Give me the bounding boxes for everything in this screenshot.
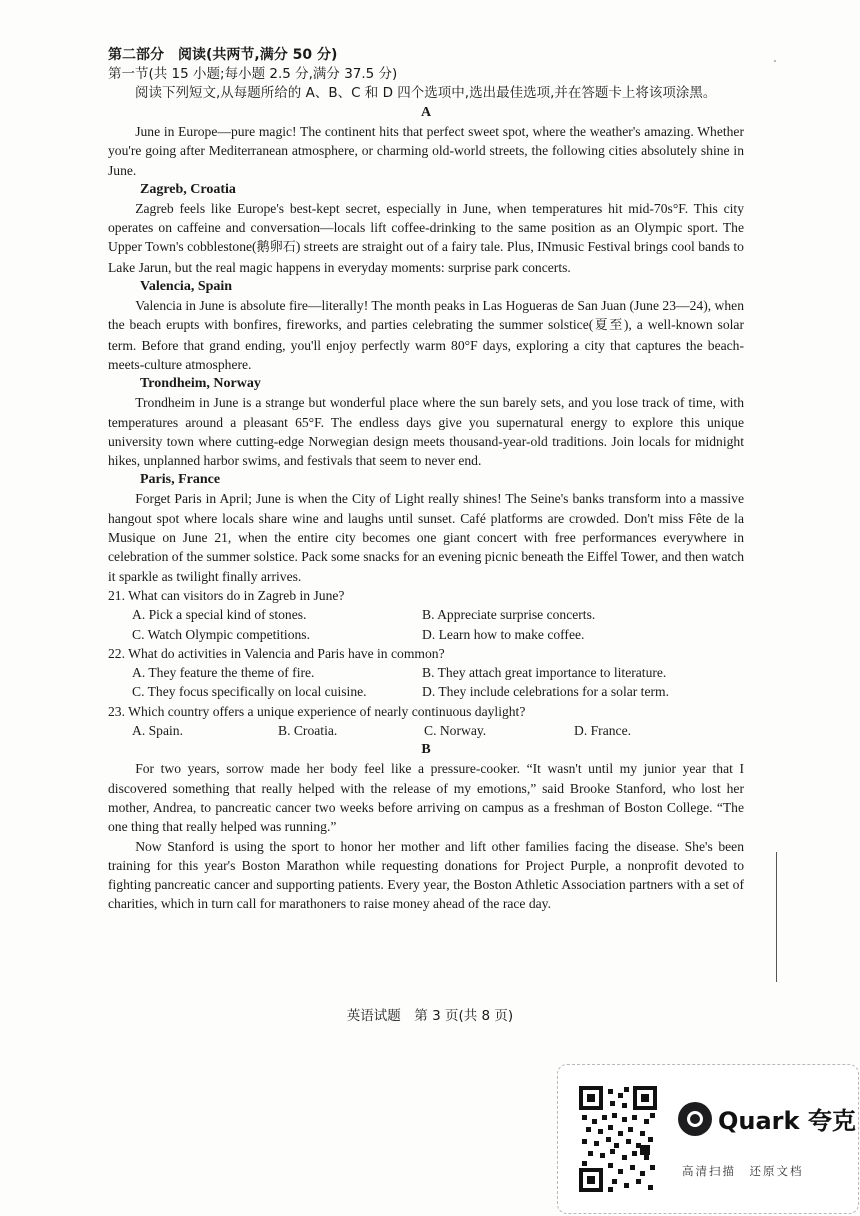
passage-a-label: A [420,105,432,120]
quark-watermark[interactable] [557,1064,859,1214]
question-21-stem: 21. What can visitors do in Zagreb in June? [108,587,345,603]
option-22-a[interactable]: A. They feature the theme of fire. [132,665,315,681]
city-paragraph-valencia: Valencia in June is absolute fire—literally! The month peaks in Las Hogueras de San Juan (June 23—24), when the beach erupts with bonfires, fireworks, and parties celebrating the summer solstice(夏至), a well-known solar term. Before that grand ending, you'll enjoy perfectly warm 80°F days, exploring a city that captures the beach-meets-culture atmosphere. [108,298,744,372]
passage-b-label: B [421,742,431,758]
qr-code-icon[interactable] [578,1085,658,1193]
scan-speck [774,60,776,62]
passage-b-paragraph-2: Now Stanford is using the sport to honor her mother and lift other families facing the disease. She's been training for this year's Boston Marathon while requesting donations for Project Purple, a nonprofit devoted to fighting pancreatic cancer and supporting patients. Every year, the Boston Athletic Association partners with a set of charities, which in turn call for marathoners to raise money ahead of the race day. [108,838,744,912]
passage-a-intro: June in Europe—pure magic! The continent hits that perfect sweet spot, where the weather's amazing. Whether you're going after Mediterranean atmosphere, or charming old-world streets, the following cities absolutely shine in June. [108,124,744,178]
option-23-a[interactable]: A. Spain. [132,723,183,739]
option-21-b[interactable]: B. Appreciate surprise concerts. [422,607,596,623]
option-22-b[interactable]: B. They attach great importance to literature. [422,665,667,681]
quark-tagline: 高清扫描 还原文档 [682,1164,804,1178]
option-21-a[interactable]: A. Pick a special kind of stones. [132,607,307,623]
option-22-d[interactable]: D. They include celebrations for a solar term. [422,684,669,700]
city-paragraph-zagreb: Zagreb feels like Europe's best-kept secret, especially in June, when temperatures hit mid-70s°F. This city operates on caffeine and conversation—locals lift coffee-drinking to the same position as an Olympic sport. The Upper Town's cobblestone(鹅卵石) streets are straight out of a fairy tale. Plus, INmusic Festival brings cool bands to Lake Jarun, but the real magic happens in everyday moments: surprise park concerts. [108,200,744,275]
city-heading-valencia: Valencia, Spain [140,279,233,295]
city-paragraph-paris: Forget Paris in April; June is when the City of Light really shines! The Seine's banks transform into a massive hangout spot where locals share wine and laughs until sunset. Café platforms are crowded. Don't miss Fête de la Musique on June 21, when the entire city becomes one giant concert with free performances everywhere in celebration of the summer solstice. Pack some snacks for an evening picnic beneath the Eiffel Tower, and then watch it sparkle as twilight finally arrives. [108,491,744,584]
page-footer: 英语试题 第 3 页(共 8 页) [346,1008,514,1024]
question-21-options [108,605,744,644]
section-title: 第一节(共 15 小题;每小题 2.5 分,满分 37.5 分) [108,66,398,82]
part-title: 第二部分 阅读(共两节,满分 50 分) [108,47,338,63]
quark-logo [678,1101,856,1136]
question-23-stem: 23. Which country offers a unique experience of nearly continuous daylight? [108,703,526,719]
quark-logo-icon [678,1102,712,1136]
city-heading-trondheim: Trondheim, Norway [140,376,261,392]
question-23-options [108,721,744,740]
city-heading-zagreb: Zagreb, Croatia [140,181,236,197]
question-22-stem: 22. What do activities in Valencia and Paris have in common? [108,645,445,661]
quark-brand-name: Quark 夸克 [718,1107,856,1135]
option-23-b[interactable]: B. Croatia. [278,723,338,739]
city-paragraph-trondheim: Trondheim in June is a strange but wonderful place where the sun barely sets, and you lose track of time, with temperatures around a pleasant 65°F. The endless days give you supernatural energy to explore this unique university town where cutting-edge Norwegian design meets thousand-year-old traditions. Join locals for midnight hikes, unplanned harbor swims, and festivals that seem to never end. [108,395,744,469]
option-23-d[interactable]: D. France. [574,723,631,739]
exam-page [108,46,744,914]
option-21-c[interactable]: C. Watch Olympic competitions. [132,626,310,642]
question-22-options [108,663,744,702]
city-heading-paris: Paris, France [140,472,221,488]
option-22-c[interactable]: C. They focus specifically on local cuisine. [132,684,367,700]
passage-b-paragraph-1: For two years, sorrow made her body feel like a pressure-cooker. “It wasn't until my junior year that I discovered something that really helped with the release of my emotions,” said Brooke Stanford, who lost her mother, Andrea, to pancreatic cancer two weeks before arriving on campus as a freshman of Boston College. “The one thing that really helped was running.” [108,761,744,835]
margin-mark [776,852,777,982]
instruction-text: 阅读下列短文,从每题所给的 A、B、C 和 D 四个选项中,选出最佳选项,并在答题卡上将该项涂黑。 [135,85,717,101]
option-21-d[interactable]: D. Learn how to make coffee. [422,626,585,642]
option-23-c[interactable]: C. Norway. [424,723,487,739]
